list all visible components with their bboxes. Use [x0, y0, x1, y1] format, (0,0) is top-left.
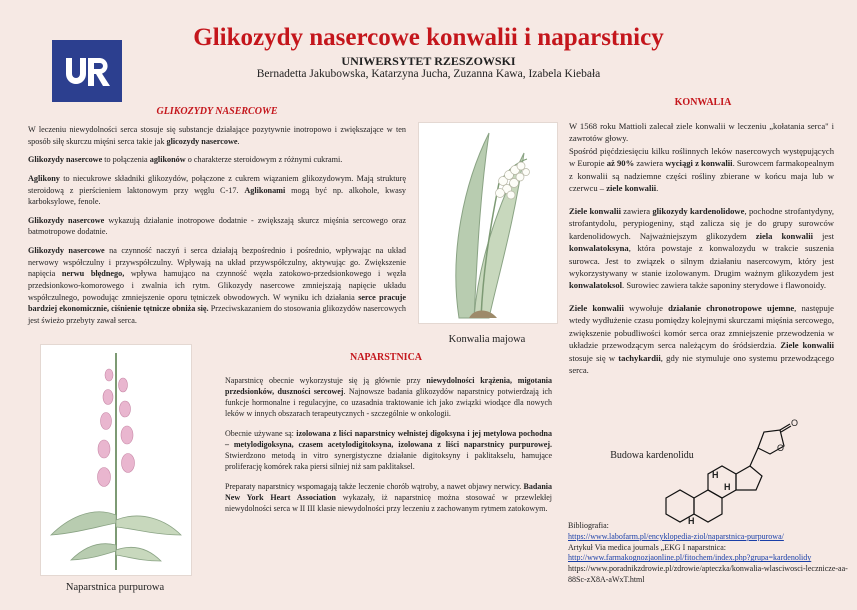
lily-of-the-valley-icon [419, 123, 557, 323]
bibliography-heading: Bibliografia: [568, 521, 609, 530]
section-heading-konwalia: KONWALIA [674, 97, 732, 108]
hydrogen-label: H [724, 482, 731, 492]
section-glikozydy [28, 124, 406, 334]
bibliography-entry: Artykuł Via medica journals „EKG I naparstnica: [568, 542, 726, 552]
authors: Bernadetta Jakubowska, Katarzyna Jucha, Zuzanna Kawa, Izabela Kiebała [256, 68, 601, 80]
cardenolide-structure [660, 418, 810, 526]
konwalia-caption: Konwalia majowa [448, 334, 526, 345]
university-name: UNIWERSYTET RZESZOWSKI [341, 54, 516, 68]
bibliography-entry: https://www.poradnikzdrowie.pl/zdrowie/apteczka/konwalia-wlasciwosci-lecznicze-aa-88Sc-zX8A-aWxT.html [568, 564, 848, 584]
paragraph: Aglikony to niecukrowe składniki glikozydów, połączone z cukrem wiązaniem glikozydowym. Mają strukturę steroidową z pierścieniem laktonowym przy węglu C-17. Aglikonami mogą być np. alkohole, kwasy karboksylowe, fenole. [28, 173, 406, 207]
paragraph: Glikozydy nasercowe na czynność naczyń i serca działają bezpośrednio i pośrednio, wpływając na układ nerwowy współczulny i przywspółczulny. Wpływają na układ przywspółczulny, aktywując go. Zwiększenie napięcia nerwu błędnego, wpływa hamująco na czynność węzła zatokowo-przedsionkowego i węzła przedsionkowo-komorowego i zwalnia ich rytm. Glikozydy nasercowe zmniejszają napięcie układu współczulnego, powodując zmniejszenie oporu tętniczek obwodowych. W wyniku ich działania serce pracuje bardziej ekonomicznie, ciśnienie tętnicze obniża się. Przeciwskazaniem do stosowania glikozydów nasercowych jest świeżo przebyty zawał serca. [28, 246, 407, 325]
steroid-skeleton-icon [660, 418, 810, 526]
foxglove-icon [41, 345, 191, 575]
bibliography-link[interactable]: http://www.farmakognozjaonline.pl/fitochem/index.php?grupa=kardenolidy [568, 553, 812, 563]
hydrogen-label: H [688, 516, 695, 526]
poster-title: Glikozydy nasercowe konwalii i naparstnicy [193, 24, 664, 51]
section-konwalia [569, 120, 834, 387]
oxygen-label: O [777, 443, 785, 453]
naparstnica-caption: Naparstnica purpurowa [65, 582, 165, 593]
hydrogen-label: H [712, 470, 719, 480]
section-naparstnica [225, 375, 552, 521]
paragraph: Naparstnicę obecnie wykorzystuje się ją głównie przy niewydolności krążenia, migotania przedsionków, duszności sercowej. Najnowsze badania glikozydów naparstnicy potwierdzają ich funkcje hormonalne i regulacyjne, co uzasadnia traktowanie ich jako związki wiodące dla nowych leków w innych obszarach terapeutycznych - szczególnie w onkologii. [225, 376, 553, 419]
oxygen-label: O [791, 418, 799, 428]
paragraph: W 1568 roku Mattioli zalecał ziele konwalii w leczeniu „kołatania serca" i zawrotów głowy. Spośród pięćdziesięciu kilku roślinnych leków nasercowych występujących w Europie aż 90% zawiera wyciągi z konwalii. Surowcem farmakopealnym z konwalii są nadziemne części rośliny zbierane w końcu maja lub w czerwcu – ziele konwalii. [569, 121, 835, 194]
paragraph: Ziele konwalii wywołuje działanie chronotropowe ujemne, następuje wtedy wydłużenie czasu pomiędzy kolejnymi skurczami mięśnia sercowego, zwiększenie pobudliwości komór serca oraz zmniejszenie przewodzenia w układzie przewodzącym serca należącym do śródsierdzia. Ziele konwalii stosuje się w tachykardii, gdy nie stymuluje ono systemu przewodzącego serca. [569, 302, 834, 376]
paragraph: W leczeniu niewydolności serca stosuje się substancje działające pozytywnie inotropowo i zwiększające w ten sposób siłę skurczu mięśni serca takie jak glicozydy nasercowe. [28, 125, 406, 146]
bibliography [568, 521, 850, 586]
paragraph: Glikozydy nasercowe wykazują działanie inotropowe dodatnie - zwiększają skurcz mięśnia sercowego oraz batmotropowe dodatnie. [28, 215, 406, 237]
paragraph: Obecnie używane są: izolowana z liści naparstnicy wełnistej digoksyna i jej metylowa pochodna – metylodigoksyna, czasem acetylodigitoksyna, izolowana z liści naparstnicy purpurowej. Stwierdzono metodą in vitro synergistyczne działanie digitoksyny i paklitakselu, hamujące proliferację komórek raka piersi silniej niż sam paklitaksel. [225, 429, 552, 472]
section-heading-naparstnica: NAPARSTNICA [349, 352, 423, 363]
naparstnica-illustration [40, 344, 192, 576]
konwalia-illustration [418, 122, 558, 324]
bibliography-link[interactable]: https://www.labofarm.pl/encyklopedia-ziol/naparstnica-purpurowa/ [568, 531, 784, 541]
paragraph: Ziele konwalii zawiera glikozydy kardenolidowe, pochodne strofantydyny, strofantydolu, perypiogeniny, stąd zalicza się je do grupy surowców kardenolidowych. Najważniejszym glikozydem ziela konwalii jest konwalatoksyna, która powstaje z konwalozydu w trakcie suszenia surowca. Jest to związek o silnym działaniu nasercowym, który jest wykorzystywany w stanie izolowanym. Drugim ważnym glikozydem jest konwalatoksol. Surowiec zawiera także saponiny sterydowe i flawonoidy. [569, 205, 835, 291]
structure-label: Budowa kardenolidu [610, 450, 694, 461]
paragraph: Glikozydy nasercowe to połączenia aglikonów o charakterze steroidowym z różnymi cukrami. [28, 155, 343, 165]
section-heading-glikozydy: GLIKOZYDY NASERCOWE [156, 106, 278, 117]
paragraph: Preparaty naparstnicy wspomagają także leczenie chorób wątroby, a nawet objawy nerwicy. Badania New York Heart Association wykazały, iż naparstnicę można stosować w przewlekłej niewydolności serca w II III klasie niewydolności przy leczeniu z zachowanym rytmem zatokowym. [225, 482, 553, 514]
